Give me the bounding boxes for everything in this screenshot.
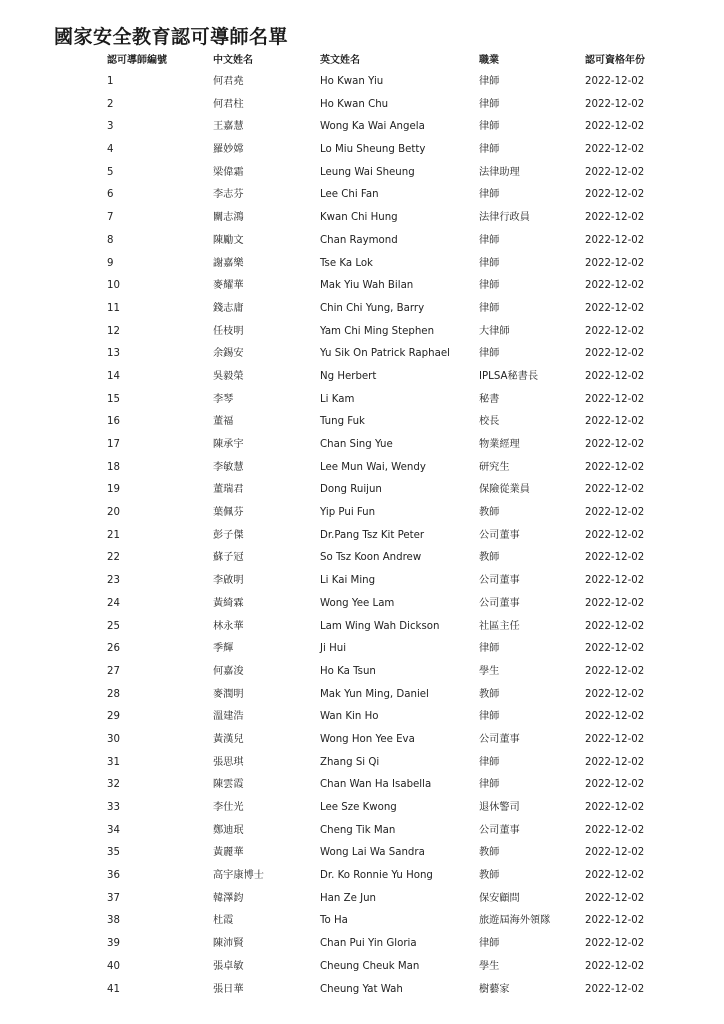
row-qualification-date: 2022-12-02	[585, 98, 645, 110]
row-qualification-date: 2022-12-02	[585, 234, 645, 246]
row-id: 25	[107, 620, 120, 632]
row-id: 35	[107, 847, 120, 859]
row-chinese-name: 張卓敏	[213, 960, 244, 972]
row-occupation: 律師	[479, 711, 500, 723]
row-english-name: Cheung Cheuk Man	[320, 960, 420, 972]
table-row	[0, 752, 724, 775]
row-chinese-name: 彭子傑	[213, 529, 244, 541]
row-chinese-name: 王嘉慧	[213, 121, 244, 133]
row-chinese-name: 何嘉浚	[213, 665, 244, 677]
row-chinese-name: 張思琪	[213, 756, 244, 768]
row-id: 3	[107, 121, 114, 133]
row-english-name: Tung Fuk	[320, 416, 365, 428]
row-id: 27	[107, 665, 120, 677]
row-qualification-date: 2022-12-02	[585, 779, 645, 791]
row-chinese-name: 溫建浩	[213, 711, 244, 723]
row-chinese-name: 李敏慧	[213, 461, 244, 473]
row-id: 1	[107, 76, 114, 87]
row-english-name: Ji Hui	[320, 643, 347, 655]
row-occupation: 公司董事	[479, 733, 520, 745]
table-row	[0, 910, 724, 933]
table-row	[0, 457, 724, 480]
row-id: 26	[107, 643, 120, 655]
row-qualification-date: 2022-12-02	[585, 76, 645, 87]
row-qualification-date: 2022-12-02	[585, 280, 645, 292]
row-english-name: Lee Sze Kwong	[320, 802, 397, 813]
row-occupation: 律師	[479, 257, 500, 269]
table-body	[0, 71, 724, 1001]
table-row	[0, 547, 724, 570]
row-english-name: Cheng Tik Man	[320, 824, 396, 836]
row-id: 2	[107, 98, 114, 110]
row-occupation: 律師	[479, 234, 500, 246]
row-qualification-date: 2022-12-02	[585, 643, 645, 655]
row-id: 41	[107, 983, 120, 995]
row-occupation: 教師	[479, 507, 500, 519]
row-id: 40	[107, 960, 120, 972]
row-english-name: Dr. Ko Ronnie Yu Hong	[320, 870, 433, 882]
row-english-name: Ho Kwan Chu	[320, 98, 389, 110]
row-english-name: To Ha	[320, 915, 348, 927]
row-english-name: Dong Ruijun	[320, 484, 382, 496]
table-row	[0, 411, 724, 434]
row-id: 20	[107, 507, 120, 519]
row-qualification-date: 2022-12-02	[585, 439, 645, 450]
row-occupation: 公司董事	[479, 575, 520, 587]
table-row	[0, 139, 724, 162]
row-english-name: Mak Yun Ming, Daniel	[320, 688, 429, 700]
table-row	[0, 797, 724, 820]
row-id: 13	[107, 348, 120, 360]
row-chinese-name: 黃麗華	[213, 847, 244, 859]
row-qualification-date: 2022-12-02	[585, 938, 645, 950]
row-english-name: Chan Pui Yin Gloria	[320, 938, 417, 950]
row-qualification-date: 2022-12-02	[585, 507, 645, 519]
table-row	[0, 162, 724, 185]
row-qualification-date: 2022-12-02	[585, 416, 645, 428]
row-chinese-name: 何君柱	[213, 98, 244, 110]
row-english-name: Chan Sing Yue	[320, 439, 393, 450]
table-row	[0, 684, 724, 707]
row-occupation: 秘書	[479, 393, 500, 405]
row-occupation: 律師	[479, 98, 500, 110]
table-row	[0, 502, 724, 525]
row-id: 6	[107, 189, 114, 201]
row-occupation: IPLSA秘書長	[479, 370, 539, 382]
row-occupation: 教師	[479, 870, 500, 882]
row-qualification-date: 2022-12-02	[585, 121, 645, 133]
row-chinese-name: 關志鴻	[213, 212, 244, 224]
row-qualification-date: 2022-12-02	[585, 575, 645, 587]
row-chinese-name: 余錫安	[213, 348, 244, 360]
row-english-name: Wong Yee Lam	[320, 597, 395, 609]
table-row	[0, 729, 724, 752]
row-english-name: Li Kai Ming	[320, 575, 376, 587]
row-english-name: Kwan Chi Hung	[320, 212, 398, 224]
row-id: 36	[107, 870, 120, 882]
table-row	[0, 94, 724, 117]
tutor-table	[0, 51, 724, 1001]
table-row	[0, 774, 724, 797]
row-occupation: 律師	[479, 348, 500, 360]
row-english-name: Yu Sik On Patrick Raphael	[320, 348, 450, 360]
row-occupation: 律師	[479, 643, 500, 655]
row-id: 28	[107, 688, 120, 700]
row-qualification-date: 2022-12-02	[585, 733, 645, 745]
row-chinese-name: 黃漢兒	[213, 733, 244, 745]
row-chinese-name: 韓澤鈞	[213, 892, 244, 904]
row-id: 38	[107, 915, 120, 927]
row-chinese-name: 李志芬	[213, 189, 244, 201]
row-chinese-name: 李仕光	[213, 802, 244, 813]
row-chinese-name: 李啟明	[213, 575, 244, 587]
row-qualification-date: 2022-12-02	[585, 983, 645, 995]
row-qualification-date: 2022-12-02	[585, 144, 645, 156]
table-row	[0, 525, 724, 548]
row-id: 4	[107, 144, 114, 156]
row-english-name: Wong Hon Yee Eva	[320, 733, 415, 745]
row-chinese-name: 林永華	[213, 620, 244, 632]
row-occupation: 保險從業員	[479, 484, 530, 496]
row-qualification-date: 2022-12-02	[585, 597, 645, 609]
table-row	[0, 298, 724, 321]
row-id: 5	[107, 166, 114, 178]
table-row	[0, 207, 724, 230]
row-chinese-name: 陳承宇	[213, 439, 244, 450]
row-chinese-name: 陳勵文	[213, 234, 244, 246]
row-qualification-date: 2022-12-02	[585, 688, 645, 700]
row-english-name: Li Kam	[320, 393, 355, 405]
row-english-name: Cheung Yat Wah	[320, 983, 403, 995]
row-chinese-name: 吳毅榮	[213, 370, 244, 382]
row-english-name: Chan Raymond	[320, 234, 398, 246]
table-row	[0, 71, 724, 94]
row-chinese-name: 陳雲霞	[213, 779, 244, 791]
table-row	[0, 184, 724, 207]
row-occupation: 律師	[479, 144, 500, 156]
row-occupation: 樹藝家	[479, 983, 510, 995]
row-occupation: 公司董事	[479, 597, 520, 609]
row-qualification-date: 2022-12-02	[585, 393, 645, 405]
row-chinese-name: 梁偉霜	[213, 166, 244, 178]
table-row	[0, 933, 724, 956]
row-id: 31	[107, 756, 120, 768]
row-id: 9	[107, 257, 114, 269]
table-row	[0, 820, 724, 843]
row-chinese-name: 麥潤明	[213, 688, 244, 700]
row-english-name: So Tsz Koon Andrew	[320, 552, 422, 564]
row-chinese-name: 董福	[213, 416, 234, 428]
row-occupation: 律師	[479, 756, 500, 768]
table-row	[0, 434, 724, 457]
row-chinese-name: 謝嘉樂	[213, 257, 244, 269]
row-occupation: 律師	[479, 938, 500, 950]
row-id: 29	[107, 711, 120, 723]
row-chinese-name: 任枝明	[213, 325, 244, 337]
table-row	[0, 979, 724, 1002]
row-qualification-date: 2022-12-02	[585, 915, 645, 927]
row-occupation: 律師	[479, 302, 500, 314]
row-english-name: Wong Ka Wai Angela	[320, 121, 425, 133]
row-english-name: Yip Pui Fun	[320, 507, 376, 519]
row-id: 33	[107, 802, 120, 813]
row-qualification-date: 2022-12-02	[585, 529, 645, 541]
row-chinese-name: 杜霞	[213, 915, 234, 927]
row-id: 39	[107, 938, 120, 950]
row-english-name: Ho Kwan Yiu	[320, 76, 384, 87]
row-english-name: Mak Yiu Wah Bilan	[320, 280, 414, 292]
row-id: 7	[107, 212, 114, 224]
row-qualification-date: 2022-12-02	[585, 870, 645, 882]
row-id: 21	[107, 529, 120, 541]
row-chinese-name: 蘇子冠	[213, 552, 244, 564]
row-occupation: 教師	[479, 847, 500, 859]
row-english-name: Lo Miu Sheung Betty	[320, 144, 426, 156]
row-qualification-date: 2022-12-02	[585, 484, 645, 496]
row-qualification-date: 2022-12-02	[585, 166, 645, 178]
row-chinese-name: 李琴	[213, 393, 234, 405]
row-id: 11	[107, 302, 120, 314]
row-occupation: 物業經理	[479, 439, 520, 450]
table-row	[0, 389, 724, 412]
table-row	[0, 865, 724, 888]
row-english-name: Lee Mun Wai, Wendy	[320, 461, 426, 473]
header-english-name: 英文姓名	[320, 55, 360, 66]
row-id: 24	[107, 597, 120, 609]
row-id: 19	[107, 484, 120, 496]
row-id: 18	[107, 461, 120, 473]
table-row	[0, 706, 724, 729]
row-id: 30	[107, 733, 120, 745]
table-row	[0, 570, 724, 593]
row-qualification-date: 2022-12-02	[585, 552, 645, 564]
row-occupation: 社區主任	[479, 620, 520, 632]
row-qualification-date: 2022-12-02	[585, 212, 645, 224]
table-row	[0, 343, 724, 366]
row-occupation: 法律助理	[479, 166, 520, 178]
row-english-name: Wong Lai Wa Sandra	[320, 847, 425, 859]
row-occupation: 律師	[479, 280, 500, 292]
row-qualification-date: 2022-12-02	[585, 189, 645, 201]
row-occupation: 律師	[479, 189, 500, 201]
table-row	[0, 116, 724, 139]
table-row	[0, 321, 724, 344]
table-row	[0, 842, 724, 865]
header-chinese-name: 中文姓名	[213, 55, 253, 66]
row-qualification-date: 2022-12-02	[585, 620, 645, 632]
table-row	[0, 366, 724, 389]
row-english-name: Chan Wan Ha Isabella	[320, 779, 432, 791]
row-english-name: Wan Kin Ho	[320, 711, 379, 723]
page-title: 國家安全教育認可導師名單	[54, 26, 289, 48]
table-row	[0, 253, 724, 276]
table-row	[0, 638, 724, 661]
row-occupation: 保安顧問	[479, 892, 520, 904]
row-id: 10	[107, 280, 120, 292]
row-chinese-name: 黃綺霖	[213, 597, 244, 609]
row-id: 23	[107, 575, 120, 587]
row-english-name: Dr.Pang Tsz Kit Peter	[320, 529, 425, 541]
row-occupation: 律師	[479, 76, 500, 87]
row-english-name: Ng Herbert	[320, 370, 377, 382]
row-qualification-date: 2022-12-02	[585, 756, 645, 768]
table-row	[0, 230, 724, 253]
row-id: 12	[107, 325, 120, 337]
row-chinese-name: 陳沛賢	[213, 938, 244, 950]
row-qualification-date: 2022-12-02	[585, 960, 645, 972]
row-chinese-name: 何君堯	[213, 76, 244, 87]
row-occupation: 校長	[479, 416, 500, 428]
row-id: 16	[107, 416, 120, 428]
row-occupation: 大律師	[479, 325, 510, 337]
row-qualification-date: 2022-12-02	[585, 665, 645, 677]
row-chinese-name: 董瑞君	[213, 484, 244, 496]
row-chinese-name: 高宇康博士	[213, 870, 264, 882]
row-occupation: 律師	[479, 779, 500, 791]
row-qualification-date: 2022-12-02	[585, 370, 645, 382]
row-chinese-name: 張日華	[213, 983, 244, 995]
table-header	[0, 51, 724, 71]
row-english-name: Lam Wing Wah Dickson	[320, 620, 440, 632]
row-occupation: 教師	[479, 688, 500, 700]
row-occupation: 退休警司	[479, 802, 520, 813]
row-qualification-date: 2022-12-02	[585, 348, 645, 360]
row-english-name: Leung Wai Sheung	[320, 166, 415, 178]
row-chinese-name: 鄭迪珉	[213, 824, 244, 836]
row-occupation: 公司董事	[479, 529, 520, 541]
table-row	[0, 888, 724, 911]
table-row	[0, 616, 724, 639]
row-id: 34	[107, 824, 120, 836]
row-occupation: 學生	[479, 665, 500, 677]
row-qualification-date: 2022-12-02	[585, 802, 645, 813]
table-row	[0, 275, 724, 298]
table-row	[0, 593, 724, 616]
row-qualification-date: 2022-12-02	[585, 824, 645, 836]
row-qualification-date: 2022-12-02	[585, 302, 645, 314]
header-id: 認可導師編號	[107, 55, 167, 66]
row-english-name: Yam Chi Ming Stephen	[320, 325, 435, 337]
row-id: 17	[107, 439, 120, 450]
row-id: 32	[107, 779, 120, 791]
row-occupation: 教師	[479, 552, 500, 564]
row-qualification-date: 2022-12-02	[585, 325, 645, 337]
row-qualification-date: 2022-12-02	[585, 257, 645, 269]
row-qualification-date: 2022-12-02	[585, 461, 645, 473]
table-row	[0, 956, 724, 979]
row-occupation: 研究生	[479, 461, 510, 473]
row-english-name: Lee Chi Fan	[320, 189, 379, 201]
row-occupation: 公司董事	[479, 824, 520, 836]
table-row	[0, 661, 724, 684]
row-english-name: Han Ze Jun	[320, 892, 377, 904]
header-qualification-date: 認可資格年份	[585, 55, 645, 66]
header-occupation: 職業	[479, 55, 499, 66]
row-english-name: Tse Ka Lok	[320, 257, 373, 269]
row-occupation: 旅遊屆海外領隊	[479, 915, 551, 927]
row-chinese-name: 羅妙嫦	[213, 144, 244, 156]
row-occupation: 學生	[479, 960, 500, 972]
row-id: 37	[107, 892, 120, 904]
row-qualification-date: 2022-12-02	[585, 847, 645, 859]
row-chinese-name: 葉佩芬	[213, 507, 244, 519]
row-english-name: Zhang Si Qi	[320, 756, 380, 768]
row-english-name: Ho Ka Tsun	[320, 665, 376, 677]
row-occupation: 律師	[479, 121, 500, 133]
row-id: 14	[107, 370, 120, 382]
row-qualification-date: 2022-12-02	[585, 892, 645, 904]
row-id: 22	[107, 552, 120, 564]
row-id: 8	[107, 234, 114, 246]
row-chinese-name: 季輝	[213, 643, 234, 655]
row-english-name: Chin Chi Yung, Barry	[320, 302, 425, 314]
row-chinese-name: 錢志庸	[213, 302, 244, 314]
row-qualification-date: 2022-12-02	[585, 711, 645, 723]
row-occupation: 法律行政員	[479, 212, 530, 224]
row-id: 15	[107, 393, 120, 405]
table-row	[0, 479, 724, 502]
row-chinese-name: 麥耀華	[213, 280, 244, 292]
